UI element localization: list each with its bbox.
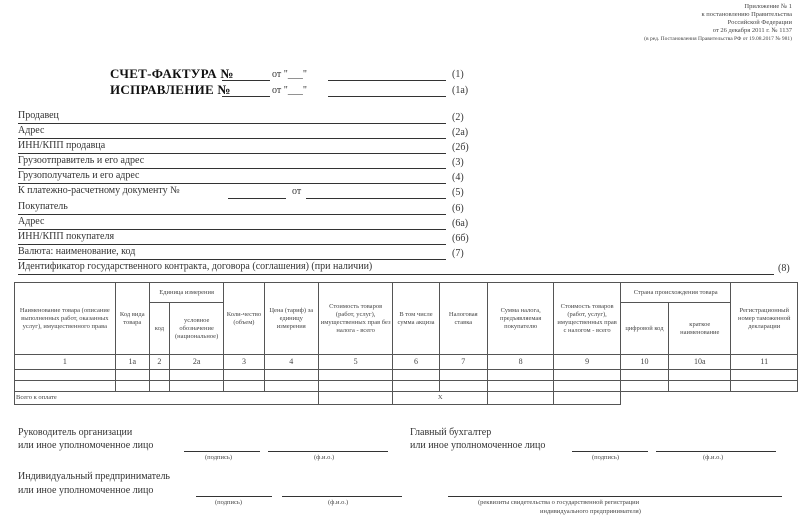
column-header: условное обозначение (национальное) [169,303,223,355]
table-row [15,381,798,392]
total-label: Всего к оплате [15,392,319,405]
field-label: К платежно-расчетному документу № [18,185,180,196]
accountant-label: Главный бухгалтер [410,427,492,438]
column-header: Регистрационный номер таможенной декларации [731,283,798,355]
invoice-code: (1) [452,69,464,80]
sign-caption: (подпись) [205,454,232,461]
entrepreneur-label: Индивидуальный предприниматель [18,471,170,482]
column-index: 3 [224,355,264,370]
contract-label: Идентификатор государственного контракта, договора (соглашения) (при наличии) [18,261,373,272]
column-index: 7 [439,355,487,370]
field-from: от [292,186,302,197]
accountant-sub: или иное уполномоченное лицо [410,440,546,451]
correction-title: ИСПРАВЛЕНИЕ № [110,82,231,97]
column-index: 2а [169,355,223,370]
column-header: код [149,303,169,355]
correction-code: (1а) [452,85,469,96]
field-code: (7) [452,248,464,259]
sign-caption: (подпись) [592,454,619,461]
column-index: 9 [554,355,620,370]
total-mark: X [393,392,488,405]
column-group-header: Единица измерения [149,283,223,303]
column-header: Стоимость товаров (работ, услуг), имущественных прав с налогом - всего [554,283,620,355]
field-code: (2б) [452,142,469,153]
column-header: Налоговая ставка [439,283,487,355]
field-code: (3) [452,157,464,168]
total-value [318,392,392,405]
column-header: Код вида товара [115,283,149,355]
invoice-date-label: от "___" [272,69,307,80]
field-label: ИНН/КПП покупателя [18,231,115,242]
column-header: Стоимость товаров (работ, услуг), имущественных прав без налога - всего [318,283,392,355]
header-note-line: Российской Федерации [727,19,792,26]
head-sub: или иное уполномоченное лицо [18,440,154,451]
invoice-title: СЧЕТ-ФАКТУРА № [110,66,234,81]
head-label: Руководитель организации [18,427,133,438]
correction-date-label: от "___" [272,85,307,96]
field-label: Адрес [18,125,45,136]
column-index: 1а [115,355,149,370]
column-header: В том числе сумма акциза [393,283,439,355]
field-label: Грузополучатель и его адрес [18,170,140,181]
certificate-caption: (реквизиты свидетельства о государственной регистрации [478,499,640,506]
name-caption: (ф.и.о.) [328,499,349,506]
field-label: Продавец [18,110,59,121]
field-label: Адрес [18,216,45,227]
field-code: (2а) [452,127,469,138]
column-header: Сумма налога, предъявляемая покупателю [487,283,553,355]
column-index: 6 [393,355,439,370]
column-header: краткое наименование [669,303,731,355]
field-code: (6б) [452,233,469,244]
column-header: цифровой код [620,303,668,355]
name-caption: (ф.и.о.) [314,454,335,461]
column-index: 11 [731,355,798,370]
header-note-line: Приложение № 1 [744,3,792,10]
column-index: 5 [318,355,392,370]
field-code: (2) [452,112,464,123]
table-total-row [15,392,798,405]
column-header: Цена (тариф) за единицу измерения [264,283,318,355]
column-index: 4 [264,355,318,370]
entrepreneur-sub: или иное уполномоченное лицо [18,485,154,496]
field-label: Грузоотправитель и его адрес [18,155,145,166]
sign-caption: (подпись) [215,499,242,506]
column-header: Коли-чество (объем) [224,283,264,355]
column-index: 2 [149,355,169,370]
field-code: (6а) [452,218,469,229]
table-row [15,370,798,381]
field-code: (4) [452,172,464,183]
certificate-caption-2: индивидуального предпринимателя) [540,508,641,515]
invoice-table [14,282,798,405]
total-tax [487,392,553,405]
header-note-line: (в ред. Постановления Правительства РФ от 19.08.2017 № 981) [644,36,792,42]
column-index: 8 [487,355,553,370]
header-note-line: от 26 декабря 2011 г. № 1137 [712,27,792,34]
header-note [644,3,792,43]
field-label: ИНН/КПП продавца [18,140,106,151]
header-note-line: к постановлению Правительства [701,11,792,18]
column-group-header: Страна происхождения товара [620,283,731,303]
field-label: Покупатель [18,201,68,212]
total-with-tax [554,392,620,405]
column-header: Наименование товара (описание выполненных работ, оказанных услуг), имущественного права [15,283,116,355]
field-code: (5) [452,187,464,198]
column-index: 10а [669,355,731,370]
column-index: 1 [15,355,116,370]
field-label: Валюта: наименование, код [18,246,136,257]
contract-code: (8) [778,263,790,274]
name-caption: (ф.и.о.) [703,454,724,461]
column-index: 10 [620,355,668,370]
field-code: (6) [452,203,464,214]
